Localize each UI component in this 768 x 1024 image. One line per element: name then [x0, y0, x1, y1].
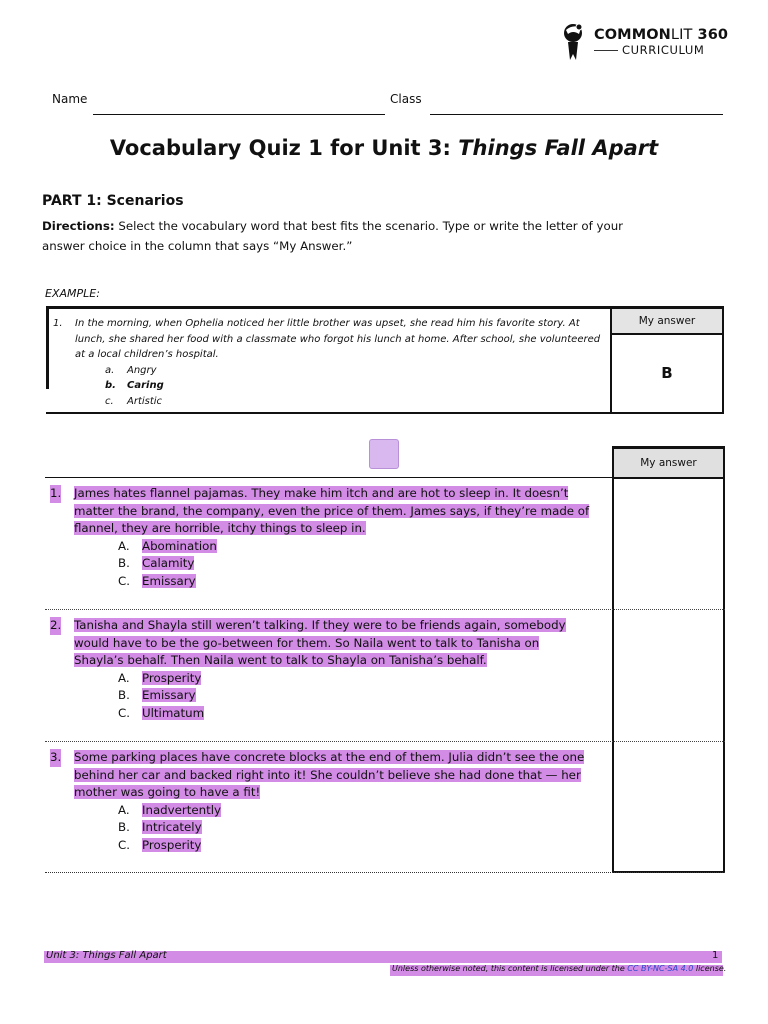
choice-item: C. Emissary [118, 573, 196, 588]
question-1 [50, 485, 590, 591]
license-link[interactable]: CC BY-NC-SA 4.0 [627, 964, 694, 973]
brand-rule [594, 50, 618, 51]
choice-item: A. Prosperity [118, 670, 202, 685]
answer-cell-1[interactable] [614, 478, 723, 608]
choice-item: B. Emissary [118, 688, 196, 703]
table-rule [45, 477, 612, 478]
example-answer-header: My answer [612, 309, 722, 335]
question-number: 1. [50, 485, 61, 503]
example-choice-selected: b. Caring [105, 380, 164, 391]
question-text: Some parking places have concrete blocks at the end of them. Julia didn’t see the one behind her car and backed right into it! She couldn’t believe she had done that — her mother was going to have a fit! [74, 750, 585, 800]
example-choice: a. Angry [105, 364, 157, 376]
choice-item: A. Inadvertently [118, 802, 222, 817]
example-label: EXAMPLE: [45, 287, 100, 300]
choice-item: C. Ultimatum [118, 705, 205, 720]
highlight-square [369, 439, 399, 469]
page-title: Vocabulary Quiz 1 for Unit 3: Things Fall Apart [109, 136, 659, 160]
table-bottom-rule [45, 872, 725, 873]
brand-subtitle: CURRICULUM [622, 43, 705, 57]
commonlit-logo-icon [562, 22, 586, 62]
choice-item: B. Intricately [118, 820, 202, 835]
answer-column-header: My answer [614, 449, 723, 479]
page-number: 1 [712, 950, 719, 961]
class-label: Class [390, 92, 422, 106]
question-choices [50, 670, 590, 723]
commonlit-logo [562, 22, 732, 64]
answer-cell-2[interactable] [614, 610, 723, 740]
choice-item: A. Abomination [118, 538, 217, 553]
example-left-rule [46, 309, 49, 389]
part-heading: PART 1: Scenarios [42, 193, 184, 209]
example-choice: c. Artistic [105, 395, 163, 407]
example-text: In the morning, when Ophelia noticed her little brother was upset, she read him his favorite story. At lunch, she shared her food with a classmate who forgot his lunch at home. After school, she volunteered at a local children’s hospital. [75, 318, 601, 360]
question-2 [50, 617, 590, 723]
example-choices [53, 363, 601, 410]
example-answer: B [661, 364, 673, 382]
question-text: James hates flannel pajamas. They make him itch and are hot to sleep in. It doesn’t matter the brand, the company, even the price of them. James says, if they’re made of flannel, they are horrible, itchy things to sleep in. [74, 486, 590, 536]
class-field[interactable] [430, 114, 723, 115]
answer-cell-3[interactable] [614, 742, 723, 871]
question-number: 2. [50, 617, 61, 635]
brand-name: COMMONLIT 360 [594, 27, 729, 43]
example-box [46, 306, 724, 414]
footer-unit: Unit 3: Things Fall Apart [46, 950, 167, 961]
question-choices [50, 802, 590, 855]
choice-item: C. Prosperity [118, 837, 202, 852]
question-choices [50, 538, 590, 591]
question-text: Tanisha and Shayla still weren’t talking. If they were to be friends again, somebody would have to be the go-between for them. So Naila went to talk to Tanisha on Shayla’s behalf. Then Naila went to talk to Shayla on Tanisha’s behalf. [74, 618, 566, 668]
example-question [53, 316, 601, 409]
name-field[interactable] [93, 114, 385, 115]
question-divider [45, 609, 725, 610]
question-divider [45, 741, 725, 742]
question-number: 3. [50, 749, 61, 767]
name-label: Name [52, 92, 88, 106]
choice-item: B. Calamity [118, 556, 195, 571]
directions: Directions: Select the vocabulary word that best fits the scenario. Type or write the letter of your answer choice in the column that says “My Answer.” [42, 219, 624, 253]
example-number: 1. [53, 318, 63, 329]
license-text: Unless otherwise noted, this content is licensed under the CC BY-NC-SA 4.0 license. [392, 964, 727, 973]
question-3 [50, 749, 590, 855]
